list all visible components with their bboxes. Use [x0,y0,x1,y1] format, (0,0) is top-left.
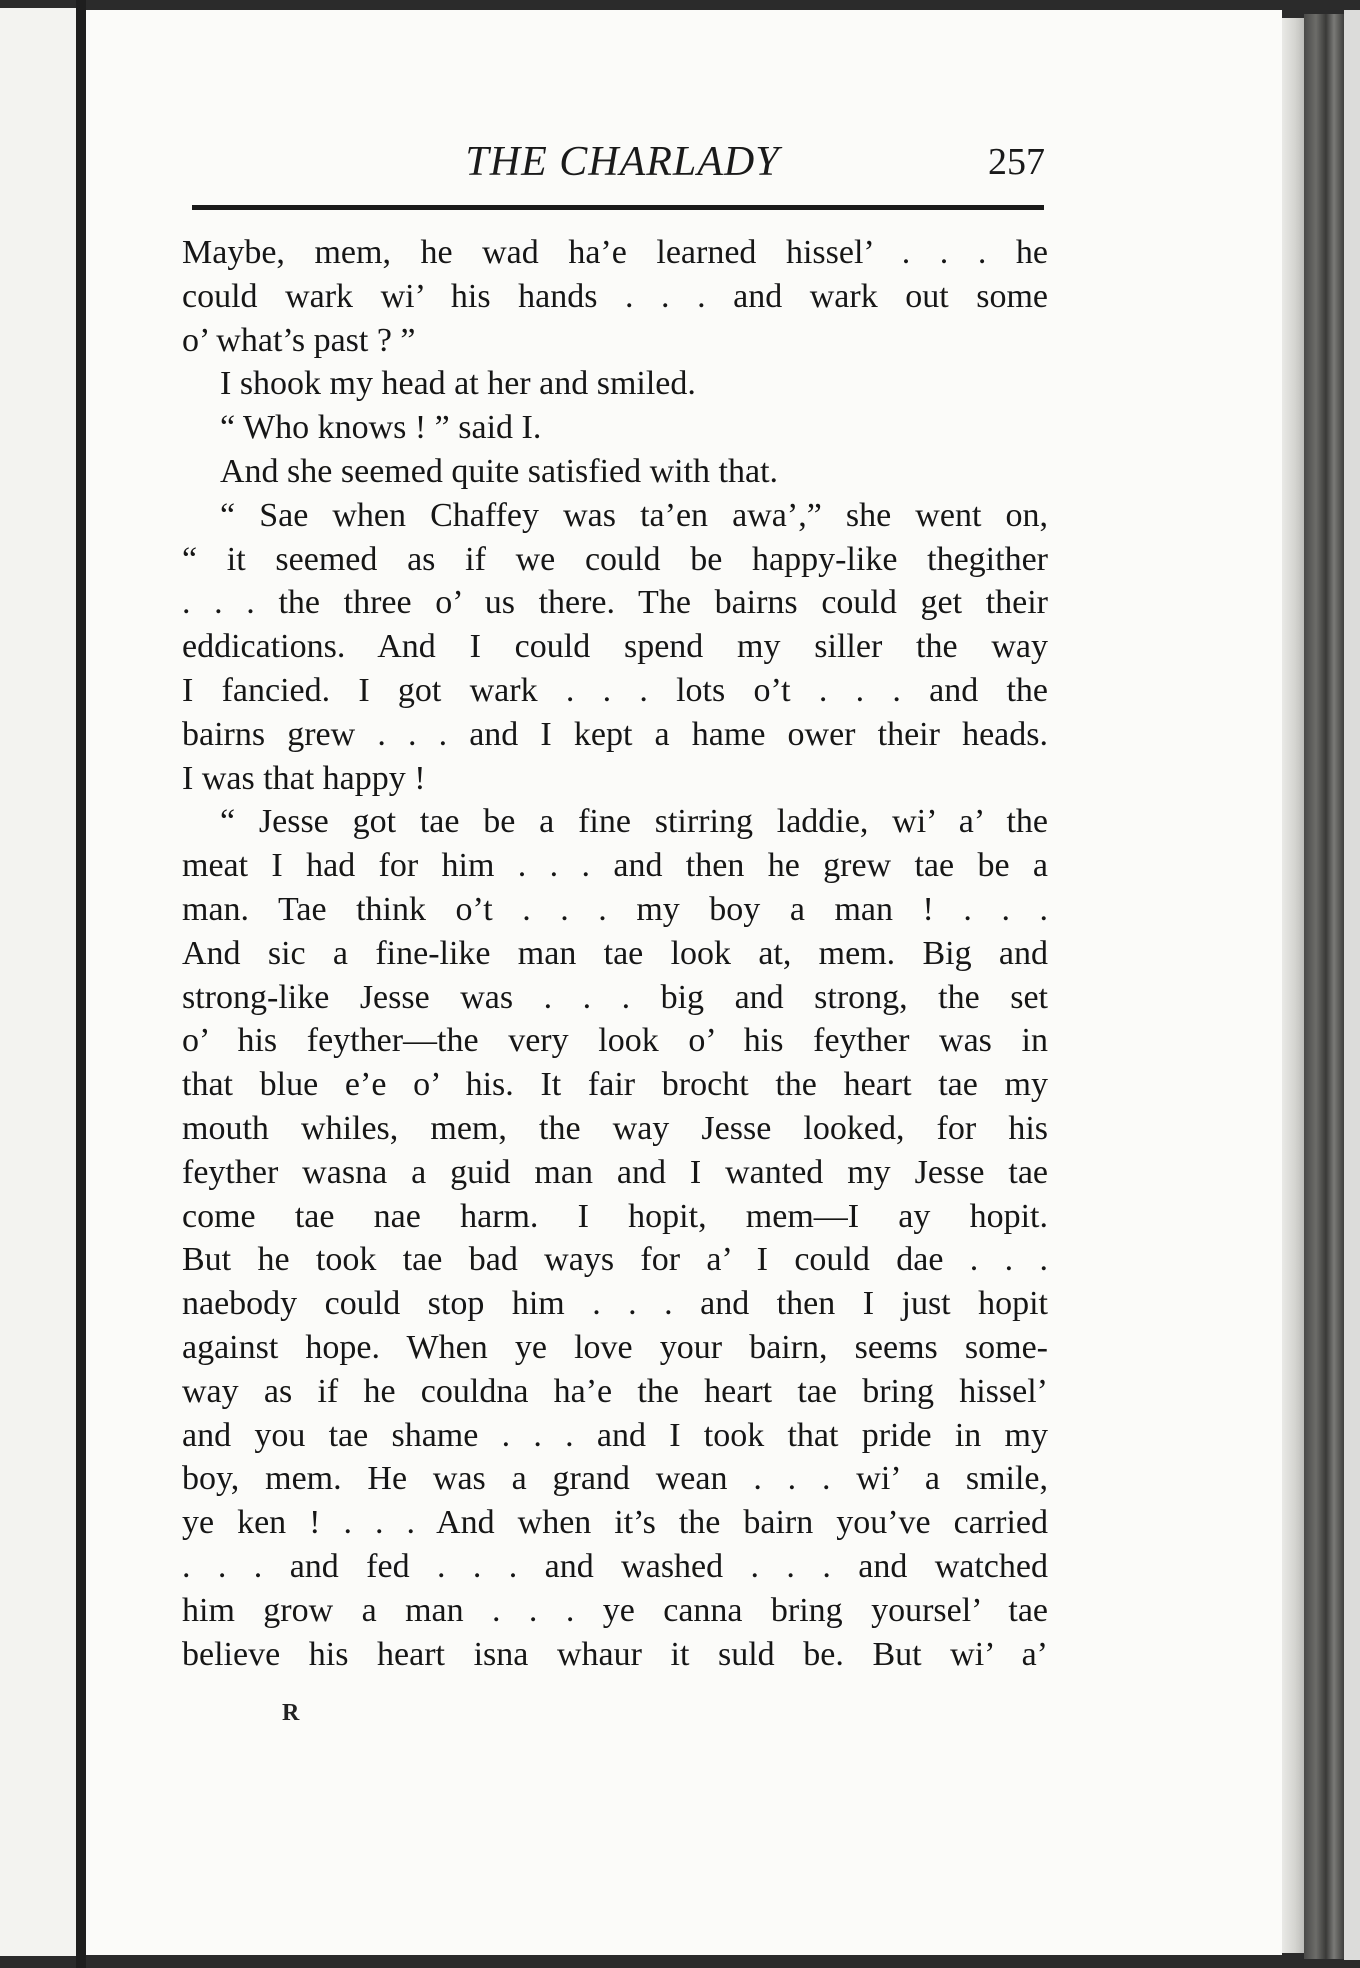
text-line: “ Sae when Chaffey was ta’en awa’,” she went on, [220,496,1048,534]
text-line: that blue e’e o’ his. It fair brocht the heart tae my [182,1066,1048,1104]
text-line: could wark wi’ his hands . . . and wark out some [182,277,1048,315]
text-line: I was that happy ! [182,759,426,797]
text-line: him grow a man . . . ye canna bring yoursel’ tae [182,1591,1048,1629]
text-line: and you tae shame . . . and I took that pride in my [182,1416,1048,1454]
text-line: Maybe, mem, he wad ha’e learned hissel’ . . . he [182,234,1048,271]
text-line: believe his heart isna whaur it suld be. But wi’ a’ [182,1635,1048,1673]
text-line: way as if he couldna ha’e the heart tae bring hissel’ [182,1372,1048,1410]
text-line: eddications. And I could spend my siller the way [182,628,1048,666]
text-line: I fancied. I got wark . . . lots o’t . . . and the [182,671,1048,709]
text-line: feyther wasna a guid man and I wanted my Jesse tae [182,1153,1048,1191]
running-head-title: THE CHARLADY [465,139,780,185]
text-line: mouth whiles, mem, the way Jesse looked, for his [182,1109,1048,1147]
text-line: man. Tae think o’t . . . my boy a man ! . . . [182,890,1048,928]
signature-mark: R [282,1700,300,1726]
facing-page-edge [0,8,76,1956]
text-line: . . . the three o’ us there. The bairns could get their [182,584,1048,622]
text-line: But he took tae bad ways for a’ I could dae . . . [182,1241,1048,1279]
text-line: meat I had for him . . . and then he grew tae be a [182,847,1048,885]
text-line: And she seemed quite satisfied with that. [220,452,779,490]
book-gutter [76,0,86,1968]
scan-border [1344,10,1360,1960]
text-line: o’ what’s past ? ” [182,321,416,359]
text-line: bairns grew . . . and I kept a hame ower their heads. [182,715,1048,753]
header-rule [192,205,1044,210]
page-number: 257 [988,141,1045,183]
page-edge [1282,18,1304,1953]
text-line: against hope. When ye love your bairn, seems some- [182,1328,1048,1366]
book-block-edge [1304,14,1344,1959]
text-line: . . . and fed . . . and washed . . . and watched [182,1547,1048,1585]
text-line: “ Who knows ! ” said I. [220,409,542,447]
text-line: o’ his feyther—the very look o’ his feyther was in [182,1022,1048,1060]
text-line: ye ken ! . . . And when it’s the bairn you’ve carried [182,1504,1048,1542]
running-head [190,138,1045,198]
text-line: naebody could stop him . . . and then I just hopit [182,1285,1048,1323]
text-line: strong-like Jesse was . . . big and strong, the set [182,978,1048,1016]
text-line: And sic a fine-like man tae look at, mem. Big and [182,934,1048,972]
text-line: come tae nae harm. I hopit, mem—I ay hopit. [182,1197,1048,1235]
text-line: “ it seemed as if we could be happy-like thegither [182,540,1048,578]
text-line: I shook my head at her and smiled. [220,365,696,403]
text-line: “ Jesse got tae be a fine stirring laddie, wi’ a’ the [220,803,1048,841]
body-text [182,231,1048,1676]
text-line: boy, mem. He was a grand wean . . . wi’ a smile, [182,1460,1048,1498]
